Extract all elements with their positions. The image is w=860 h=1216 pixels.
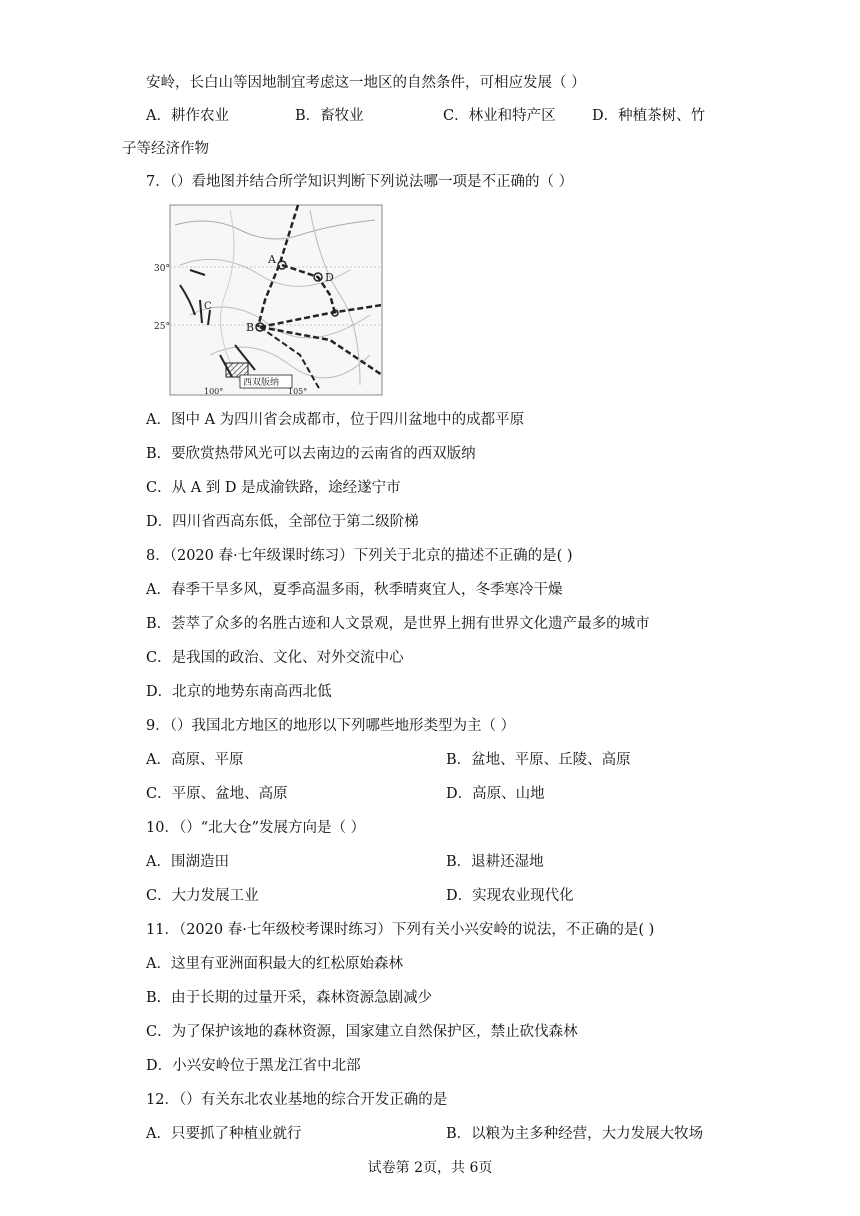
map-label-d: D	[325, 271, 334, 284]
q6-option-d: D．种植茶树、竹	[592, 108, 706, 124]
q9-option-d: D．高原、山地	[446, 786, 545, 802]
q8-option-c: C．是我国的政治、文化、对外交流中心	[146, 650, 404, 666]
q12-option-a: A．只要抓了种植业就行	[146, 1126, 302, 1142]
map-lat-25: 25°	[154, 322, 170, 332]
q6-option-a: A．耕作农业	[146, 108, 229, 124]
map-label-a: A	[268, 253, 276, 266]
q8-option-a: A．春季干旱多风，夏季高温多雨，秋季晴爽宜人，冬季寒冷干燥	[146, 582, 563, 598]
q7-option-b: B．要欣赏热带风光可以去南边的云南省的西双版纳	[146, 446, 476, 462]
map-lon-100: 100°	[204, 387, 224, 396]
q7-option-d: D．四川省西高东低，全部位于第二级阶梯	[146, 514, 419, 530]
q8-option-d: D．北京的地势东南高西北低	[146, 684, 332, 700]
q10-option-c: C．大力发展工业	[146, 888, 259, 904]
q7-option-a: A．图中 A 为四川省会成都市，位于四川盆地中的成都平原	[146, 412, 525, 428]
map-label-region: 西双版纳	[243, 378, 280, 388]
q11-stem: 11．（2020 春·七年级校考课时练习）下列有关小兴安岭的说法，不正确的是( )	[146, 922, 655, 938]
q7-map-figure	[154, 205, 382, 396]
q9-stem: 9．（）我国北方地区的地形以下列哪些地形类型为主（ ）	[146, 718, 516, 734]
q6-option-c: C．林业和特产区	[443, 108, 556, 124]
map-lat-30: 30°	[154, 264, 170, 274]
q6-option-b: B．畜牧业	[295, 108, 364, 124]
q9-option-c: C．平原、盆地、高原	[146, 786, 288, 802]
map-label-c: C	[204, 301, 212, 312]
q7-stem: 7．（）看地图并结合所学知识判断下列说法哪一项是不正确的（ ）	[146, 174, 574, 190]
q11-option-d: D．小兴安岭位于黑龙江省中北部	[146, 1058, 361, 1074]
q11-option-b: B．由于长期的过量开采，森林资源急剧减少	[146, 990, 433, 1006]
q9-option-a: A．高原、平原	[146, 752, 244, 768]
map-label-b: B	[246, 321, 255, 334]
q10-option-b: B．退耕还湿地	[446, 854, 544, 870]
q11-option-a: A．这里有亚洲面积最大的红松原始森林	[146, 956, 403, 972]
page-footer: 试卷第 2页，共 6页	[367, 1160, 493, 1176]
q10-option-a: A．围湖造田	[146, 854, 229, 870]
q6-stem-continuation: 安岭，长白山等因地制宜考虑这一地区的自然条件，可相应发展（ ）	[146, 75, 586, 91]
q10-stem: 10．（）“北大仓”发展方向是（ ）	[146, 820, 366, 836]
q8-option-b: B．荟萃了众多的名胜古迹和人文景观，是世界上拥有世界文化遗产最多的城市	[146, 616, 650, 632]
q6-option-d-continuation: 子等经济作物	[122, 141, 209, 157]
q7-option-c: C．从 A 到 D 是成渝铁路，途经遂宁市	[146, 480, 401, 496]
map-lon-105: 105°	[288, 387, 308, 396]
q8-stem: 8．（2020 春·七年级课时练习）下列关于北京的描述不正确的是( )	[146, 548, 573, 564]
q10-option-d: D．实现农业现代化	[446, 888, 574, 904]
q12-stem: 12．（）有关东北农业基地的综合开发正确的是	[146, 1092, 448, 1108]
q11-option-c: C．为了保护该地的森林资源，国家建立自然保护区，禁止砍伐森林	[146, 1024, 578, 1040]
q12-option-b: B．以粮为主多种经营，大力发展大牧场	[446, 1126, 704, 1142]
q9-option-b: B．盆地、平原、丘陵、高原	[446, 752, 631, 768]
